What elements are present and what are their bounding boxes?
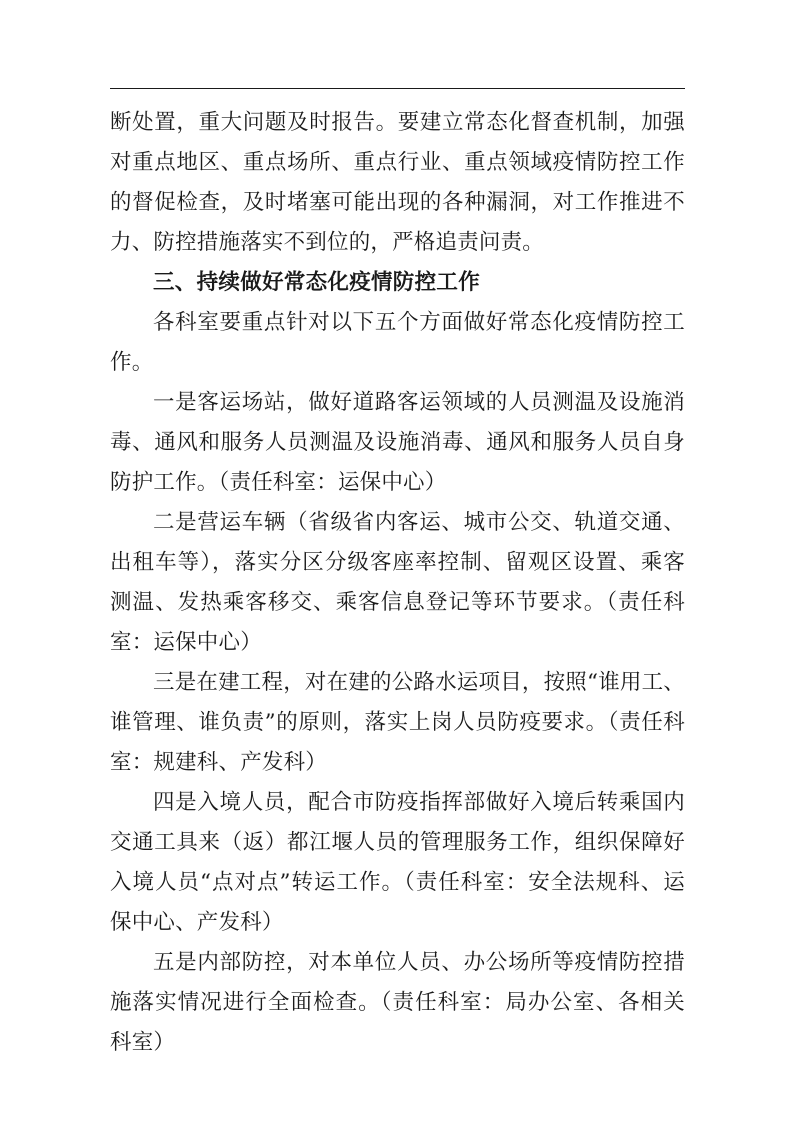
paragraph-item-three: 三是在建工程，对在建的公路水运项目，按照“谁用工、谁管理、谁负责”的原则，落实上岗人员防疫要求。（责任科室：规建科、产发科） xyxy=(110,670,685,775)
section-heading-three: 三、持续做好常态化疫情防控工作 xyxy=(153,270,481,295)
paragraph-intro: 各科室要重点针对以下五个方面做好常态化疫情防控工作。 xyxy=(110,310,685,375)
paragraph-item-five: 五是内部防控，对本单位人员、办公场所等疫情防控措施落实情况进行全面检查。（责任科室：局办公室、各相关科室） xyxy=(110,950,685,1055)
document-body xyxy=(110,88,685,1063)
header-rule xyxy=(110,88,685,89)
paragraph-item-two: 二是营运车辆（省级省内客运、城市公交、轨道交通、出租车等），落实分区分级客座率控制、留观区设置、乘客测温、发热乘客移交、乘客信息登记等环节要求。（责任科室：运保中心） xyxy=(110,510,685,655)
paragraph-item-one: 一是客运场站，做好道路客运领域的人员测温及设施消毒、通风和服务人员测温及设施消毒、通风和服务人员自身防护工作。（责任科室：运保中心） xyxy=(110,390,685,495)
paragraph-continuation: 断处置，重大问题及时报告。要建立常态化督查机制，加强对重点地区、重点场所、重点行业、重点领域疫情防控工作的督促检查，及时堵塞可能出现的各种漏洞，对工作推进不力、防控措施落实不到位的，严格追责问责。 xyxy=(110,110,685,255)
paragraph-item-four: 四是入境人员，配合市防疫指挥部做好入境后转乘国内交通工具来（返）都江堰人员的管理服务工作，组织保障好入境人员“点对点”转运工作。（责任科室：安全法规科、运保中心、产发科） xyxy=(110,790,685,935)
